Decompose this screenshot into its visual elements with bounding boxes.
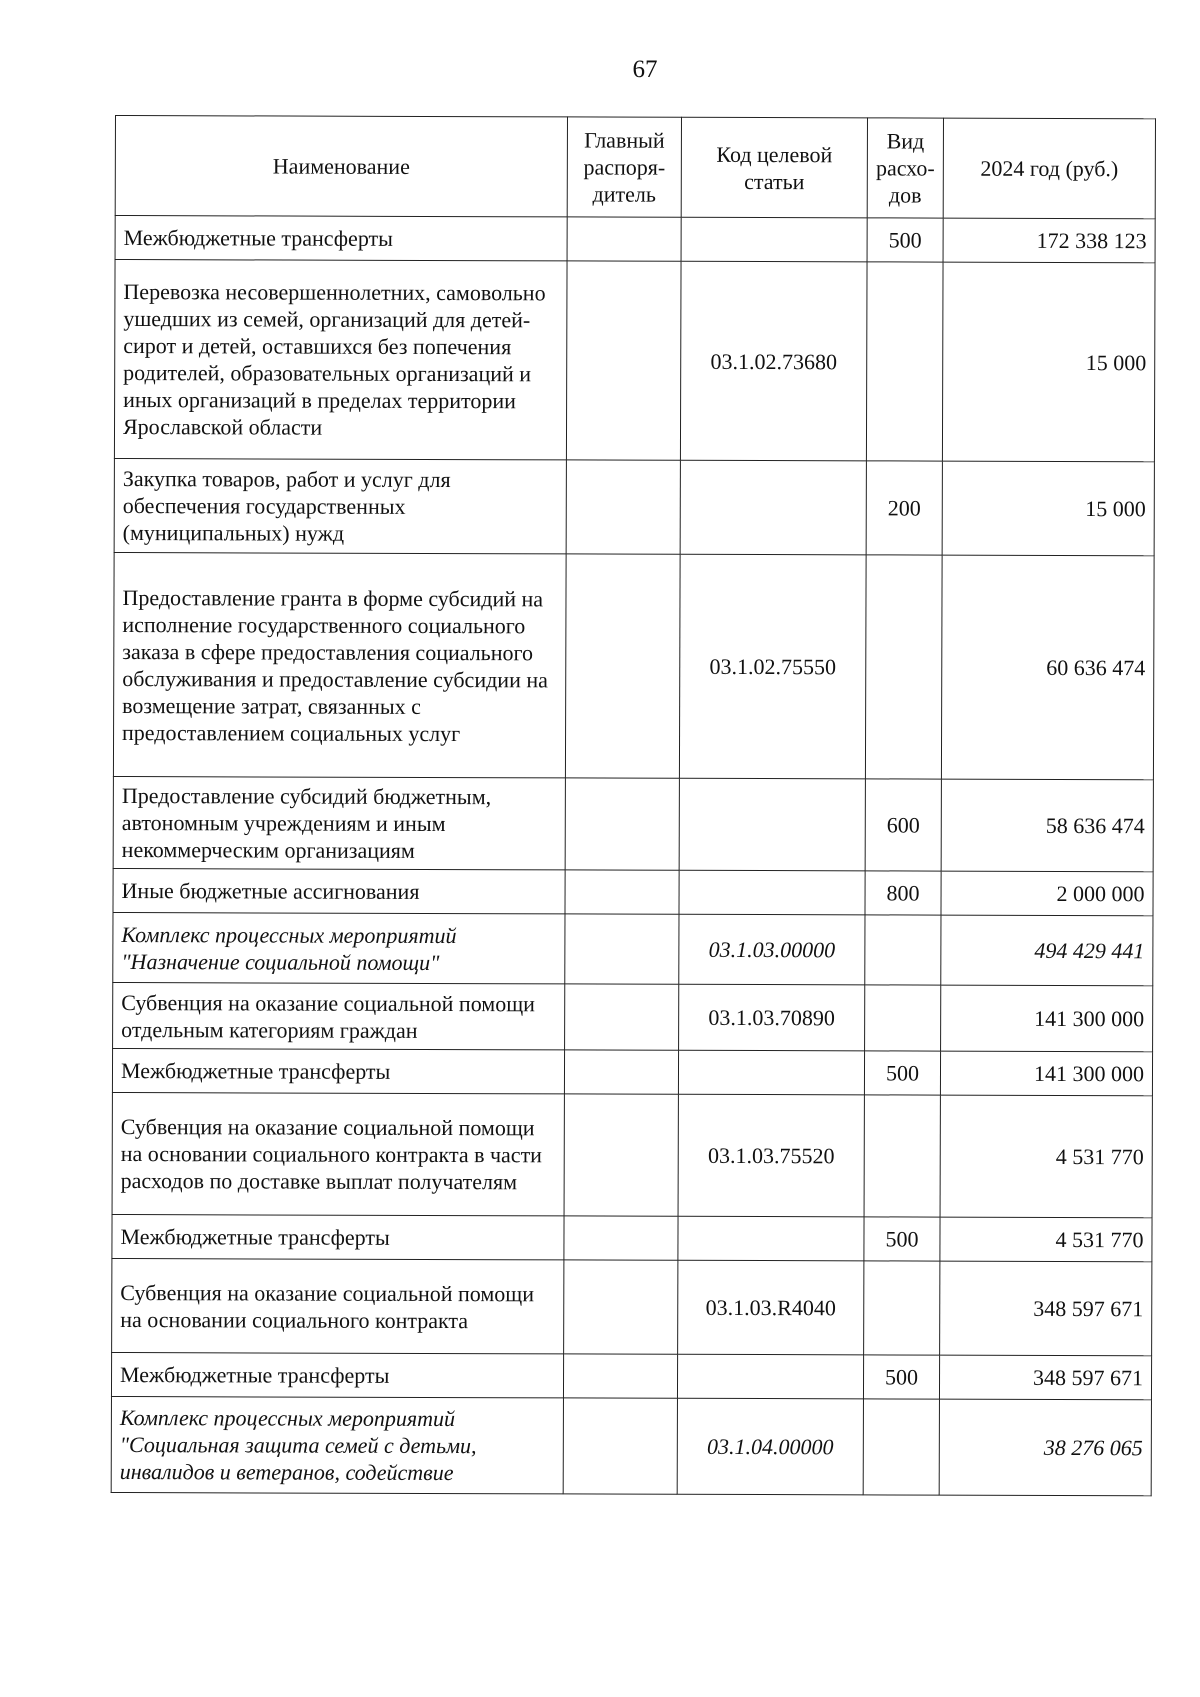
cell-kind: 500 [867,218,943,262]
cell-amount: 15 000 [942,262,1155,462]
cell-code: 03.1.03.70890 [679,984,865,1051]
cell-amount: 172 338 123 [943,218,1155,263]
cell-name: Комплекс процессных мероприятий "Назначение социальной помощи" [113,912,565,983]
table-row [113,982,1153,1051]
cell-amount: 60 636 474 [941,555,1154,780]
table-row [111,1396,1151,1495]
cell-code [681,217,867,262]
cell-kind [863,1399,939,1495]
table-row [113,912,1153,985]
cell-manager [563,1354,677,1398]
header-manager: Главный распоря- дитель [567,117,681,217]
cell-kind [864,1261,940,1355]
cell-name: Закупка товаров, работ и услуг для обеспечения государственных (муниципальных) нужд [114,458,566,553]
cell-manager [564,1260,678,1354]
cell-code: 03.1.03.00000 [679,914,865,985]
cell-manager [567,217,681,261]
table-row [114,458,1154,555]
cell-manager [566,460,680,554]
cell-code [678,1216,864,1261]
cell-amount: 141 300 000 [940,1051,1152,1096]
cell-name: Предоставление гранта в форме субсидий на исполнение государственного социального заказа в сфере предоставления социального обслуживания и предоставление субсидии на возмещение затрат, связанных с предоставлением социальных услуг [113,552,566,777]
cell-code [677,1354,863,1399]
cell-name: Перевозка несовершеннолетних, самовольно ушедших из семей, организаций для детей-сирот и детей, оставшихся без попечения родителей, образовательных организаций и иных организаций в пределах территории Ярославской области [114,260,567,460]
table-header-row [115,116,1155,219]
cell-amount: 2 000 000 [941,871,1153,916]
cell-manager [565,554,680,778]
table-body [111,216,1155,1496]
cell-name: Межбюджетные трансферты [111,1352,563,1397]
table-row [111,1352,1151,1399]
table-row [115,216,1155,263]
cell-code: 03.1.03.R4040 [678,1260,864,1355]
budget-table [111,115,1156,1496]
cell-code [678,1050,864,1095]
cell-amount: 15 000 [942,461,1154,556]
cell-manager [565,778,679,870]
cell-amount: 141 300 000 [941,985,1153,1052]
table-row [112,1092,1152,1217]
cell-manager [563,1398,677,1494]
cell-amount: 4 531 770 [940,1217,1152,1262]
cell-manager [565,870,679,914]
cell-amount: 38 276 065 [939,1399,1151,1496]
header-code: Код целевой статьи [681,117,867,218]
cell-code: 03.1.03.75520 [678,1094,864,1217]
cell-amount: 348 597 671 [940,1261,1152,1356]
cell-manager [564,1216,678,1260]
cell-amount: 4 531 770 [940,1095,1152,1218]
cell-code [679,778,865,871]
cell-name: Предоставление субсидий бюджетным, автономным учреждениям и иным некоммерческим организациям [113,776,565,869]
table-row [112,1048,1152,1095]
table-row [112,1214,1152,1261]
cell-code [679,870,865,915]
cell-manager [565,984,679,1050]
table-row [113,776,1153,871]
table-row [113,552,1154,779]
cell-name: Иные бюджетные ассигнования [113,868,565,913]
cell-manager [565,914,679,984]
cell-name: Межбюджетные трансферты [112,1214,564,1259]
cell-manager [564,1050,678,1094]
cell-amount: 494 429 441 [941,915,1153,986]
cell-code [680,460,866,555]
cell-name: Субвенция на оказание социальной помощи на основании социального контракта [112,1258,564,1353]
cell-name: Субвенция на оказание социальной помощи отдельным категориям граждан [113,982,565,1049]
cell-kind: 800 [865,871,941,915]
cell-name: Комплекс процессных мероприятий "Социальная защита семей с детьми, инвалидов и ветеранов, содействие [111,1396,563,1493]
cell-kind [865,555,942,779]
header-amount: 2024 год (руб.) [943,118,1155,219]
cell-kind: 200 [866,461,942,555]
cell-manager [564,1094,678,1216]
cell-kind [865,985,941,1051]
cell-code: 03.1.02.75550 [679,554,866,779]
table-row [113,868,1153,915]
cell-kind: 500 [863,1355,939,1399]
budget-table-container [111,115,1155,1496]
page-number: 67 [632,56,658,83]
cell-kind: 500 [864,1217,940,1261]
cell-manager [566,261,681,460]
cell-name: Межбюджетные трансферты [112,1048,564,1093]
cell-code: 03.1.02.73680 [680,261,867,461]
cell-amount: 58 636 474 [941,779,1153,872]
cell-kind [864,1095,940,1217]
cell-name: Субвенция на оказание социальной помощи на основании социального контракта в части расходов по доставке выплат получателям [112,1092,564,1215]
cell-kind [865,915,941,985]
table-row [112,1258,1152,1355]
header-kind: Вид расхо- дов [867,118,943,218]
cell-code: 03.1.04.00000 [677,1398,863,1495]
cell-name: Межбюджетные трансферты [115,216,567,261]
header-name: Наименование [115,116,567,217]
table-row [114,260,1155,462]
cell-amount: 348 597 671 [939,1355,1151,1400]
cell-kind: 600 [865,779,941,871]
cell-kind: 500 [864,1051,940,1095]
cell-kind [866,262,943,461]
